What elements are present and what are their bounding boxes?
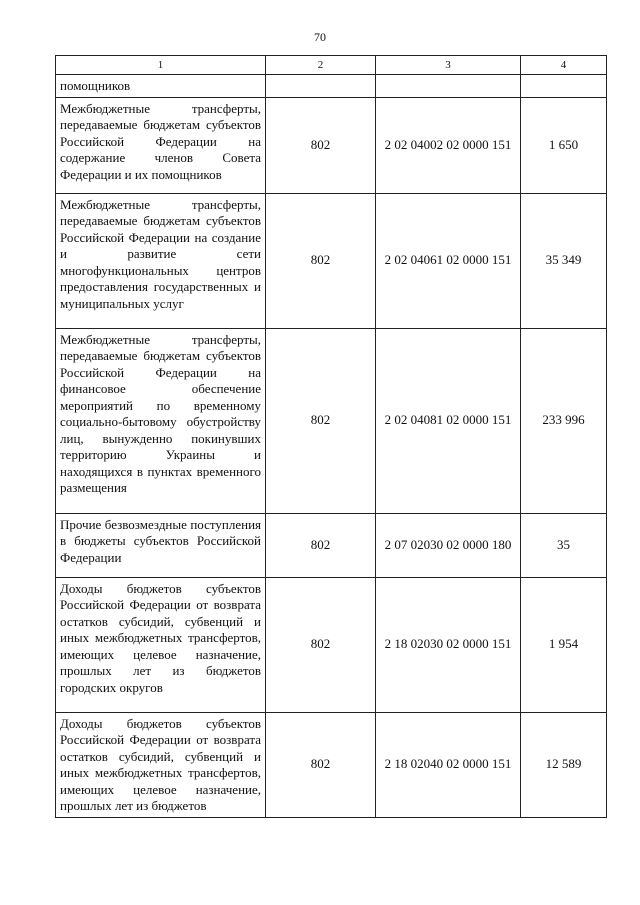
row-amount: 233 996 xyxy=(521,328,607,513)
row-classification-code: 2 18 02040 02 0000 151 xyxy=(376,712,521,817)
row-amount: 35 xyxy=(521,513,607,577)
row-name: Межбюджетные трансферты, передаваемые бюджетам субъектов Российской Федерации на финансовое обеспечение мероприятий по временному социально-бытовому обустройству лиц, вынужденно покинувших территорию Украины и находящихся в пунктах временного размещения xyxy=(56,328,266,513)
row-admin-code: 802 xyxy=(266,193,376,328)
table-header-row xyxy=(56,56,607,75)
row-classification-code xyxy=(376,75,521,98)
row-classification-code: 2 02 04061 02 0000 151 xyxy=(376,193,521,328)
row-amount: 12 589 xyxy=(521,712,607,817)
row-admin-code: 802 xyxy=(266,712,376,817)
row-classification-code: 2 02 04081 02 0000 151 xyxy=(376,328,521,513)
page-number: 70 xyxy=(314,30,326,44)
column-header: 3 xyxy=(376,56,521,75)
column-header: 4 xyxy=(521,56,607,75)
row-name: Доходы бюджетов субъектов Российской Федерации от возврата остатков субсидий, субвенций и иных межбюджетных трансфертов, имеющих целевое назначение, прошлых лет из бюджетов городских округов xyxy=(56,577,266,712)
table-row xyxy=(56,328,607,513)
row-name: Межбюджетные трансферты, передаваемые бюджетам субъектов Российской Федерации на создание и развитие сети многофункциональных центров предоставления государственных и муниципальных услуг xyxy=(56,193,266,328)
row-classification-code: 2 18 02030 02 0000 151 xyxy=(376,577,521,712)
table-row xyxy=(56,75,607,98)
table-row xyxy=(56,712,607,817)
row-admin-code: 802 xyxy=(266,577,376,712)
row-admin-code: 802 xyxy=(266,328,376,513)
column-header: 2 xyxy=(266,56,376,75)
row-name: Межбюджетные трансферты, передаваемые бюджетам субъектов Российской Федерации на содержание членов Совета Федерации и их помощников xyxy=(56,97,266,193)
table-row xyxy=(56,97,607,193)
row-amount xyxy=(521,75,607,98)
table-row xyxy=(56,513,607,577)
row-admin-code xyxy=(266,75,376,98)
column-header: 1 xyxy=(56,56,266,75)
row-amount: 1 650 xyxy=(521,97,607,193)
row-amount: 1 954 xyxy=(521,577,607,712)
row-classification-code: 2 07 02030 02 0000 180 xyxy=(376,513,521,577)
table-row xyxy=(56,193,607,328)
row-name: помощников xyxy=(56,75,266,98)
row-classification-code: 2 02 04002 02 0000 151 xyxy=(376,97,521,193)
row-admin-code: 802 xyxy=(266,97,376,193)
revenue-table xyxy=(55,55,607,818)
row-name: Прочие безвозмездные поступления в бюджеты субъектов Российской Федерации xyxy=(56,513,266,577)
row-admin-code: 802 xyxy=(266,513,376,577)
row-name: Доходы бюджетов субъектов Российской Федерации от возврата остатков субсидий, субвенций и иных межбюджетных трансфертов, имеющих целевое назначение, прошлых лет из бюджетов xyxy=(56,712,266,817)
table-row xyxy=(56,577,607,712)
row-amount: 35 349 xyxy=(521,193,607,328)
